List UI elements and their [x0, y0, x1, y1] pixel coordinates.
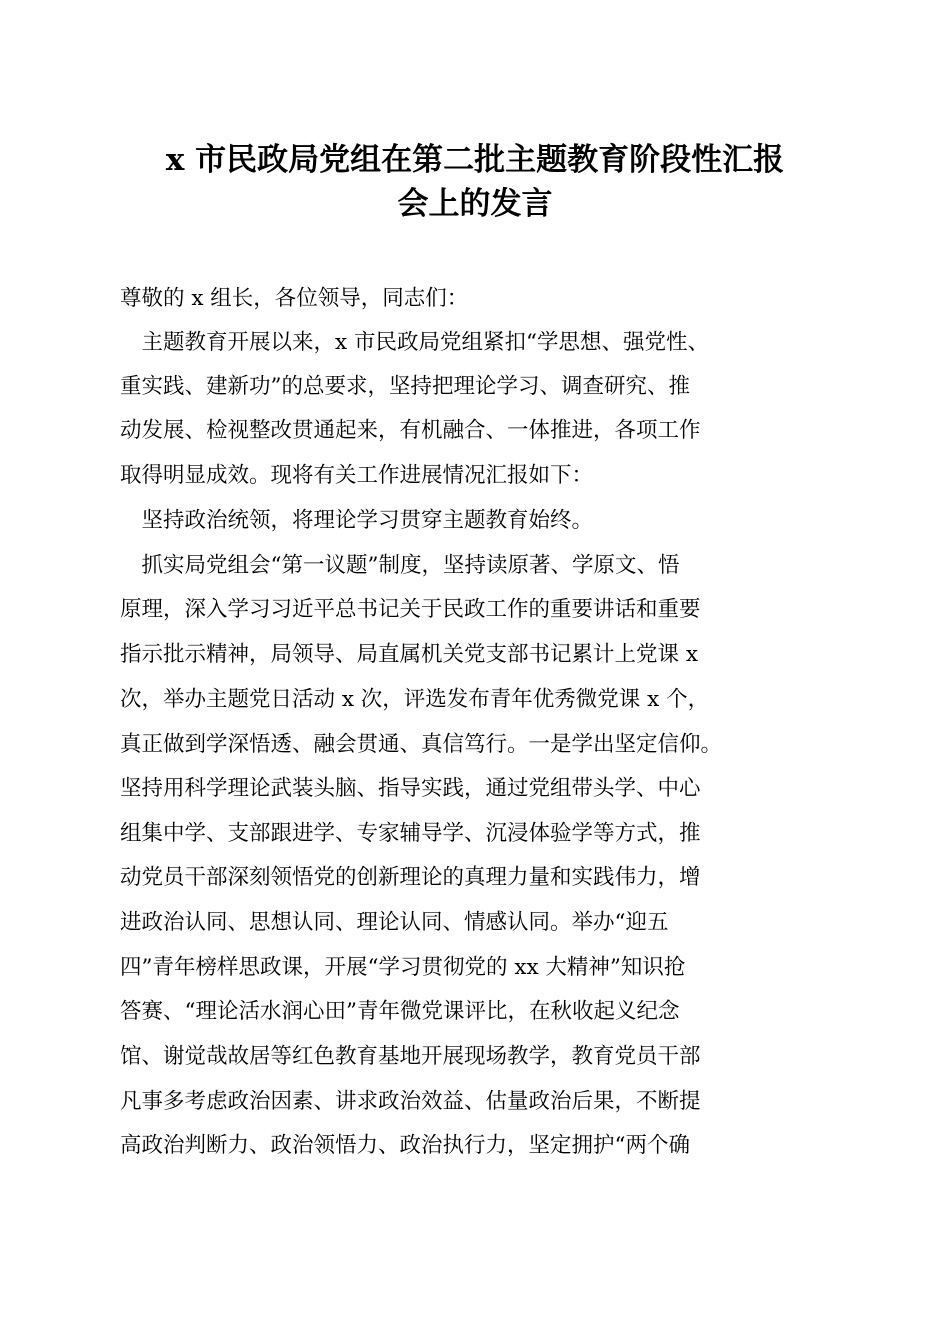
- text-line: 动发展、检视整改贯通起来，有机融合、一体推进，各项工作: [120, 418, 701, 443]
- text-line: 次，举办主题党日活动 x 次，评选发布青年优秀微党课 x 个，: [120, 687, 710, 712]
- salutation: 尊敬的 x 组长，各位领导，同志们：: [120, 286, 469, 311]
- text-line: 重实践、建新功”的总要求，坚持把理论学习、调查研究、推: [120, 374, 690, 399]
- title-line-1: x 市民政局党组在第二批主题教育阶段性汇报: [165, 142, 785, 178]
- text-line: 动党员干部深刻领悟党的创新理论的真理力量和实践伟力，增: [120, 865, 701, 890]
- text-line: 凡事多考虑政治因素、讲求政治效益、估量政治后果，不断提: [120, 1089, 701, 1114]
- text-line: 原理，深入学习习近平总书记关于民政工作的重要讲话和重要: [120, 597, 701, 622]
- text-line: 取得明显成效。现将有关工作进展情况汇报如下：: [120, 463, 594, 488]
- text-line: 抓实局党组会“第一议题”制度，坚持读原著、学原文、悟: [120, 553, 680, 578]
- text-line: 四”青年榜样思政课，开展“学习贯彻党的 xx 大精神”知识抢: [120, 955, 686, 980]
- title-line-2: 会上的发言: [397, 186, 553, 222]
- text-line: 真正做到学深悟透、融会贯通、真信笃行。一是学出坚定信仰。: [120, 732, 723, 757]
- text-line: 进政治认同、思想认同、理论认同、情感认同。举办“迎五: [120, 910, 669, 935]
- text-line: 馆、谢觉哉故居等红色教育基地开展现场教学，教育党员干部: [120, 1044, 701, 1069]
- text-line: 答赛、“理论活水润心田”青年微党课评比，在秋收起义纪念: [120, 999, 680, 1024]
- text-line: 主题教育开展以来，x 市民政局党组紧扣“学思想、强党性、: [120, 330, 709, 355]
- text-line: 指示批示精神，局领导、局直属机关党支部书记累计上党课 x: [120, 642, 698, 667]
- text-line: 坚持用科学理论武装头脑、指导实践，通过党组带头学、中心: [120, 776, 701, 801]
- document-title: [100, 138, 850, 226]
- text-line: 组集中学、支部跟进学、专家辅导学、沉浸体验学等方式，推: [120, 821, 701, 846]
- text-line: 高政治判断力、政治领悟力、政治执行力，坚定拥护“两个确: [120, 1133, 690, 1158]
- section-heading: 坚持政治统领，将理论学习贯穿主题教育始终。: [120, 508, 594, 533]
